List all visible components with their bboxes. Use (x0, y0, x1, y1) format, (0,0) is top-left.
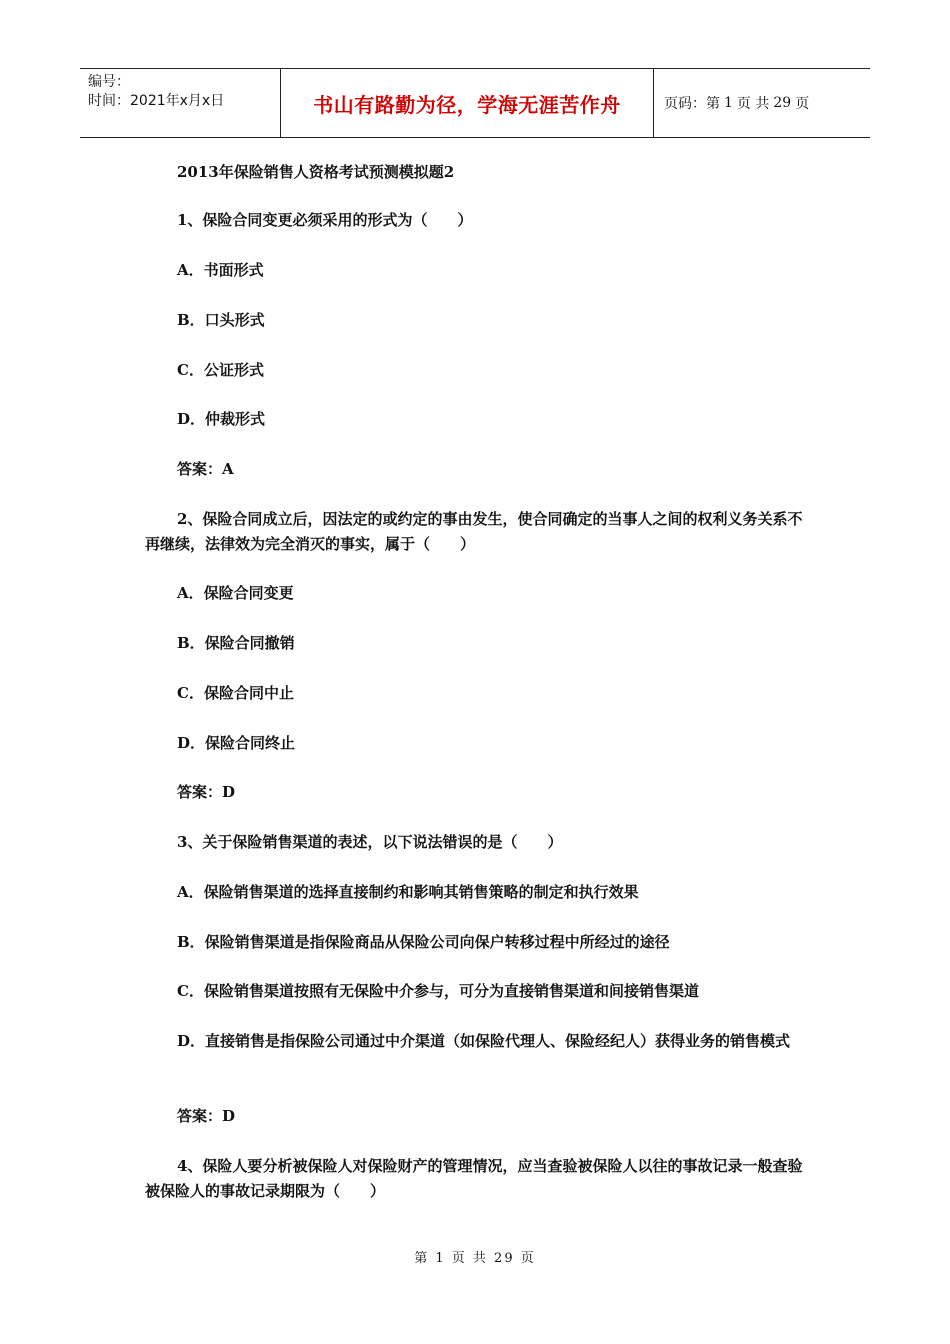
page-mid: 页 共 (736, 96, 770, 112)
q2-answer: 答案：D (177, 783, 236, 801)
page-suffix: 页 (795, 96, 810, 112)
document-number-label: 编号： (88, 74, 130, 90)
q3-option-b: B．保险销售渠道是指保险商品从保险公司向保户转移过程中所经过的途径 (177, 933, 670, 951)
document-date: 时间：2021年x月x日 (88, 93, 225, 109)
q3-answer: 答案：D (177, 1107, 236, 1125)
question-4: 4、保险人要分析被保险人对保险财产的管理情况，应当查验被保险人以往的事故记录一般查验被保险人的事故记录期限为（ ） (145, 1157, 803, 1200)
q1-option-b: B．口头形式 (177, 311, 265, 329)
header-page-info (654, 69, 870, 137)
page-footer: 第 1 页 共 29 页 (414, 1251, 536, 1266)
question-3: 3、关于保险销售渠道的表述，以下说法错误的是（ ） (177, 833, 563, 851)
q2-option-a: A．保险合同变更 (177, 584, 294, 602)
question-2: 2、保险合同成立后，因法定的或约定的事由发生，使合同确定的当事人之间的权利义务关系不再继续，法律效为完全消灭的事实，属于（ ） (145, 510, 803, 553)
question-1: 1、保险合同变更必须采用的形式为（ ） (177, 211, 473, 229)
q3-option-a: A．保险销售渠道的选择直接制约和影响其销售策略的制定和执行效果 (177, 883, 639, 901)
q2-option-d: D．保险合同终止 (177, 734, 296, 752)
page-prefix: 页码：第 (664, 96, 720, 112)
page-total: 29 (773, 95, 792, 111)
page-current: 1 (724, 95, 733, 111)
q1-option-a: A．书面形式 (177, 261, 264, 279)
header-meta (80, 69, 281, 137)
page-header (80, 68, 870, 138)
document-title: 2013年保险销售人资格考试预测模拟题2 (177, 163, 455, 181)
q3-option-d: D．直接销售是指保险公司通过中介渠道（如保险代理人、保险经纪人）获得业务的销售模式 (177, 1032, 791, 1050)
q3-option-c: C．保险销售渠道按照有无保险中介参与，可分为直接销售渠道和间接销售渠道 (177, 982, 699, 1000)
q2-option-b: B．保险合同撤销 (177, 634, 295, 652)
q1-answer: 答案：A (177, 460, 234, 478)
q1-option-c: C．公证形式 (177, 361, 264, 379)
header-motto: 书山有路勤为径，学海无涯苦作舟 (281, 69, 654, 137)
q1-option-d: D．仲裁形式 (177, 410, 266, 428)
q2-option-c: C．保险合同中止 (177, 684, 294, 702)
